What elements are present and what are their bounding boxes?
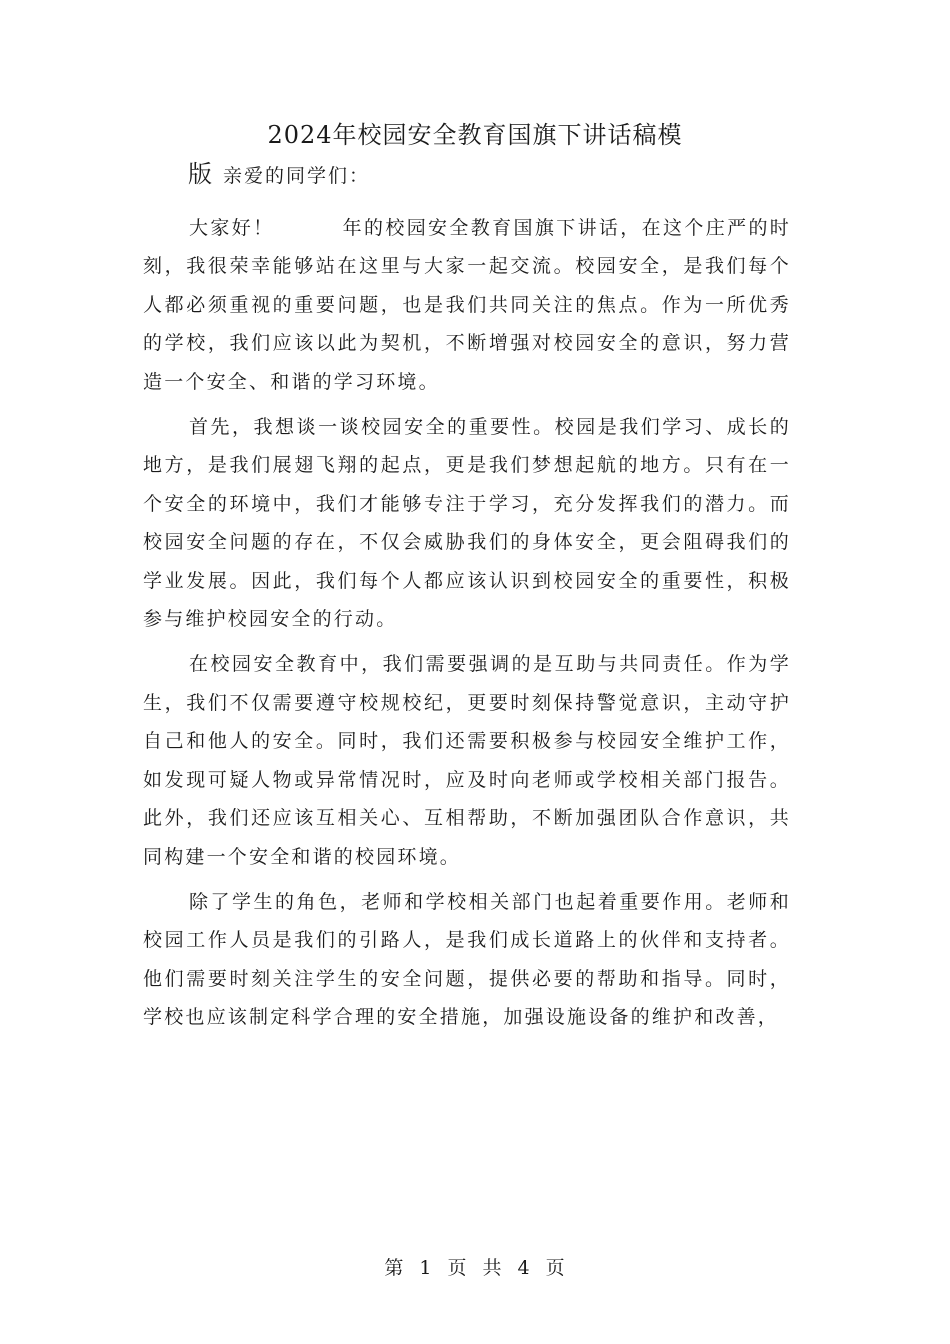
title-continuation: 版 (188, 160, 213, 188)
document-body (143, 209, 791, 1044)
paragraph-2: 首先，我想谈一谈校园安全的重要性。校园是我们学习、成长的地方，是我们展翅飞翔的起点，更是我们梦想起航的地方。只有在一个安全的环境中，我们才能够专注于学习，充分发挥我们的潜力。而校园安全问题的存在，不仅会威胁我们的身体安全，更会阻碍我们的学业发展。因此，我们每个人都应该认识到校园安全的重要性，积极参与维护校园安全的行动。 (143, 416, 791, 631)
paragraph-3: 在校园安全教育中，我们需要强调的是互助与共同责任。作为学生，我们不仅需要遵守校规校纪，更要时刻保持警觉意识，主动守护自己和他人的安全。同时，我们还需要积极参与校园安全维护工作，如发现可疑人物或异常情况时，应及时向老师或学校相关部门报告。此外，我们还应该互相关心、互相帮助，不断加强团队合作意识，共同构建一个安全和谐的校园环境。 (143, 653, 791, 868)
paragraph-1 (143, 209, 791, 401)
title-continuation-line (188, 156, 370, 195)
opening-greeting: 大家好！ (189, 217, 275, 239)
paragraph-4: 除了学生的角色，老师和学校相关部门也起着重要作用。老师和校园工作人员是我们的引路人，是我们成长道路上的伙伴和支持者。他们需要时刻关注学生的安全问题，提供必要的帮助和指导。同时，学校也应该制定科学合理的安全措施，加强设施设备的维护和改善， (143, 890, 791, 1029)
document-title: 2024年校园安全教育国旗下讲话稿模 (267, 121, 683, 149)
paragraph-1-text: 年的校园安全教育国旗下讲话，在这个庄严的时刻，我很荣幸能够站在这里与大家一起交流。校园安全，是我们每个人都必须重视的重要问题，也是我们共同关注的焦点。作为一所优秀的学校，我们应该以此为契机，不断增强对校园安全的意识，努力营造一个安全、和谐的学习环境。 (143, 217, 792, 393)
page-number: 第 1 页 共 4 页 (384, 1257, 566, 1279)
salutation: 亲爱的同学们： (223, 165, 371, 187)
